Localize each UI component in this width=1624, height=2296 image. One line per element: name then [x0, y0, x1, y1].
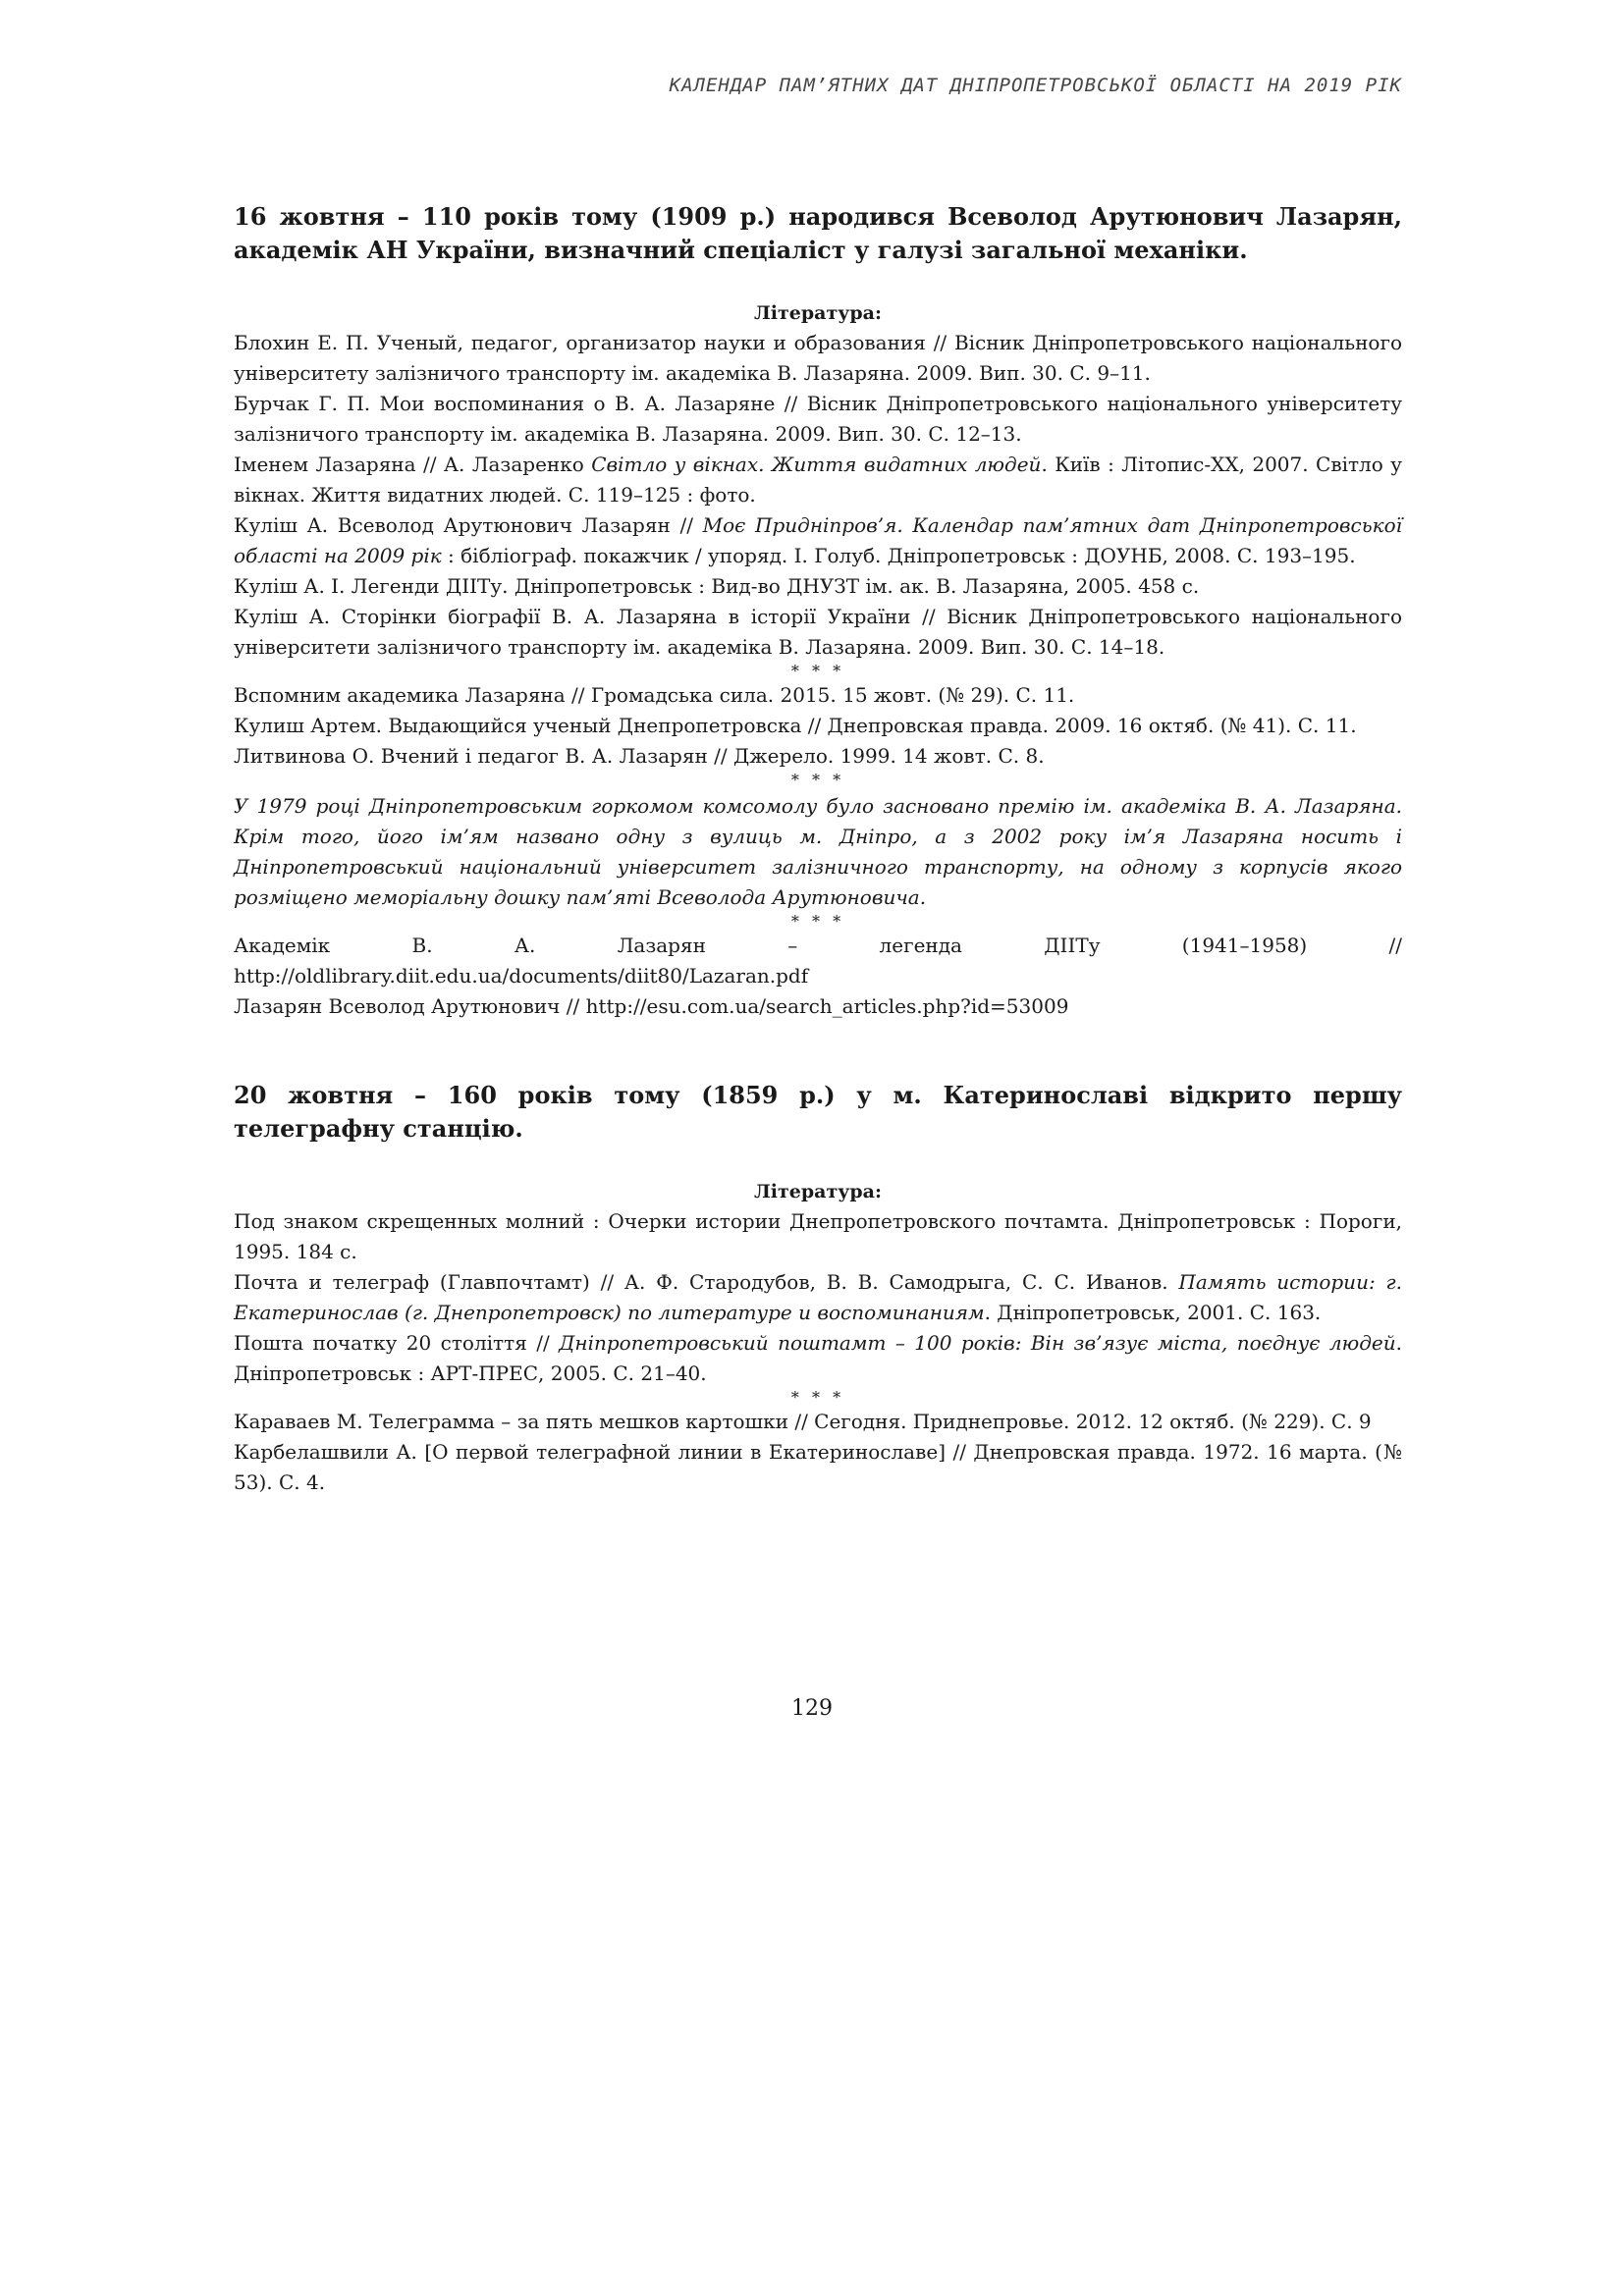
- separator-stars: * * *: [790, 912, 845, 931]
- separator-stars: * * *: [790, 662, 845, 680]
- bibliography-entry: Пошта початку 20 століття // Дніпропетровський поштамт – 100 років: Він зв’язує міста, поєднує людей. Дніпропетровськ : АРТ-ПРЕС, 2005. С. 21–40.: [234, 1331, 1403, 1385]
- web-resource-link[interactable]: http://oldlibrary.diit.edu.ua/documents/diit80/Lazaran.pdf: [234, 964, 809, 988]
- bibliography-entry: Іменем Лазаряна // А. Лазаренко Світло у вікнах. Життя видатних людей. Київ : Літопис-ХХ, 2007. Світло у вікнах. Життя видатних людей. С. 119–125 : фото.: [234, 453, 1402, 507]
- press-entry: Литвинова О. Вчений і педагог В. А. Лазарян // Джерело. 1999. 14 жовт. С. 8.: [234, 744, 1045, 768]
- running-header: КАЛЕНДАР ПАМ’ЯТНИХ ДАТ ДНІПРОПЕТРОВСЬКОЇ ОБЛАСТІ НА 2019 РІК: [669, 75, 1402, 96]
- press-entry: Вспомним академика Лазаряна // Громадська сила. 2015. 15 жовт. (№ 29). С. 11.: [234, 683, 1075, 707]
- bibliography-entry: Бурчак Г. П. Мои воспоминания о В. А. Лазаряне // Вісник Дніпропетровського національного університету залізничого транспорту ім. академіка В. Лазаряна. 2009. Вип. 30. С. 12–13.: [234, 392, 1402, 446]
- memorial-note: У 1979 році Дніпропетровським горкомом комсомолу було засновано премію ім. академіка В. А. Лазаряна. Крім того, його ім’ям названо одну з вулиць м. Дніпро, а з 2002 року ім’я Лазаряна носить і Дніпропетровський національний університет залізничного транспорту, на одному з корпусів якого розміщено меморіальну дошку пам’яті Всеволода Арутюновича.: [234, 794, 1402, 909]
- bibliography-entry: Под знаком скрещенных молний : Очерки истории Днепропетровского почтамта. Дніпропетровськ : Пороги, 1995. 184 с.: [234, 1209, 1402, 1263]
- literature-title: Література:: [753, 302, 883, 324]
- bibliography-entry: Блохин Е. П. Ученый, педагог, организатор науки и образования // Вісник Дніпропетровського національного університету залізничого транспорту ім. академіка В. Лазаряна. 2009. Вип. 30. С. 9–11.: [234, 331, 1402, 385]
- bibliography-entry: Куліш А. Всеволод Арутюнович Лазарян // Моє Придніпров’я. Календар пам’ятних дат Дніпропетровської області на 2009 рік : бібліограф. покажчик / упоряд. І. Голуб. Дніпропетровськ : ДОУНБ, 2008. С. 193–195.: [234, 513, 1403, 567]
- web-resource-title: Академік В. А. Лазарян – легенда ДІІТу (1941–1958) //: [234, 934, 1402, 957]
- web-resource-link[interactable]: Лазарян Всеволод Арутюнович // http://esu.com.ua/search_articles.php?id=53009: [234, 994, 1069, 1018]
- article-telegraph: [234, 1079, 1402, 1498]
- page-content: [234, 200, 1402, 1555]
- press-entry: Караваев М. Телеграмма – за пять мешков картошки // Сегодня. Приднепровье. 2012. 12 октяб. (№ 229). С. 9: [234, 1410, 1372, 1433]
- article-heading: 16 жовтня – 110 років тому (1909 р.) народився Всеволод Арутюнович Лазарян, академік АН України, визначний спеціаліст у галузі загальної механіки.: [234, 202, 1402, 264]
- article-lazaryan: [234, 200, 1402, 1022]
- press-entry: Карбелашвили А. [О первой телеграфной линии в Екатеринославе] // Днепровская правда. 1972. 16 марта. (№ 53). С. 4.: [234, 1440, 1402, 1494]
- press-entry: Кулиш Артем. Выдающийся ученый Днепропетровска // Днепровская правда. 2009. 16 октяб. (№ 41). С. 11.: [234, 714, 1357, 737]
- bibliography-entry: Куліш А. Сторінки біографії В. А. Лазаряна в історії України // Вісник Дніпропетровського національного університети залізничого транспорту ім. академіка В. Лазаряна. 2009. Вип. 30. С. 14–18.: [234, 605, 1402, 659]
- literature-title: Література:: [753, 1181, 883, 1202]
- page-number: 129: [791, 1696, 833, 1721]
- article-heading: 20 жовтня – 160 років тому (1859 р.) у м. Катеринославі відкрито першу телеграфну станцію.: [234, 1081, 1402, 1143]
- separator-stars: * * *: [790, 771, 845, 789]
- separator-stars: * * *: [790, 1388, 845, 1407]
- bibliography-entry: Куліш А. І. Легенди ДІІТу. Дніпропетровськ : Вид-во ДНУЗТ ім. ак. В. Лазаряна, 2005. 458 с.: [234, 574, 1200, 598]
- bibliography-entry: Почта и телеграф (Главпочтамт) // А. Ф. Стародубов, В. В. Самодрыга, С. С. Иванов. Память истории: г. Екатеринослав (г. Днепропетровск) по литературе и воспоминаниям. Дніпропетровськ, 2001. С. 163.: [234, 1270, 1402, 1324]
